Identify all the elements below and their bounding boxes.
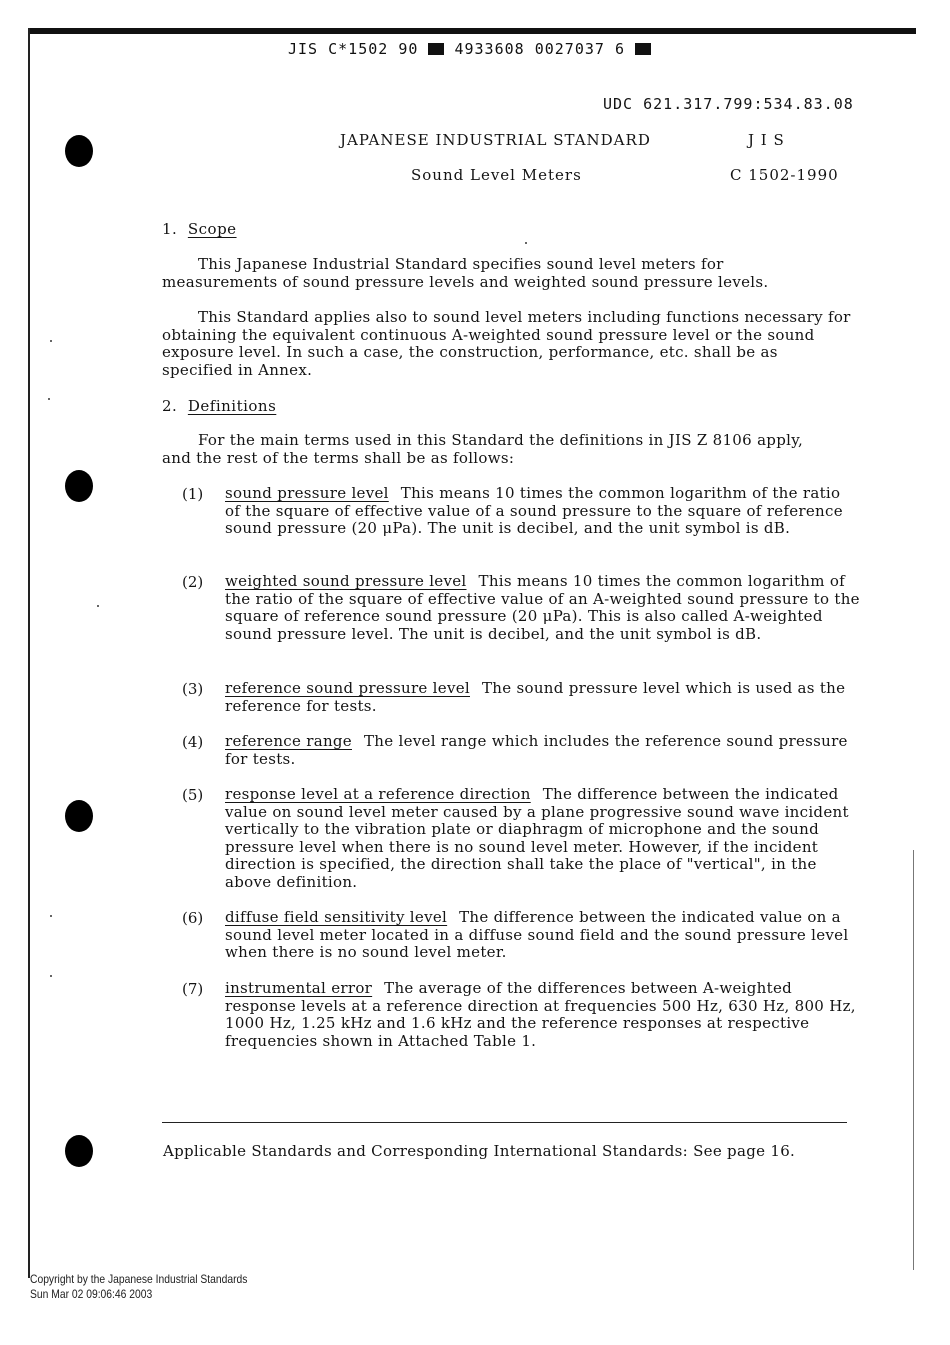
scan-speck (48, 398, 50, 400)
section-1-number: 1. (162, 220, 178, 238)
section-2-heading (162, 397, 276, 415)
definition-6-number: (6) (182, 909, 204, 927)
black-square-mark (635, 43, 651, 55)
definition-3-number: (3) (182, 680, 204, 698)
scan-code-left: JIS C*1502 90 (288, 40, 419, 58)
udc-number: UDC 621.317.799:534.83.08 (603, 95, 854, 113)
copyright-timestamp: Sun Mar 02 09:06:46 2003 (30, 1286, 153, 1301)
section-1-heading (162, 220, 237, 238)
scope-paragraph-2: This Standard applies also to sound level meters including functions necessary for obtaining the equivalent continuous A-weighted sound pressure level or the sound exposure level. In such a case, the construction, performance, etc. shall be as specified in Annex. (162, 308, 851, 379)
document-title: Sound Level Meters (411, 166, 582, 184)
definition-6 (225, 909, 860, 962)
definition-4-term: reference range (225, 732, 352, 750)
document-number: C 1502-1990 (730, 166, 839, 184)
binder-hole-1 (65, 135, 93, 167)
footnote-applicable-standards: Applicable Standards and Corresponding International Standards: See page 16. (163, 1142, 796, 1160)
definition-5 (225, 786, 860, 892)
jis-label: J I S (748, 131, 785, 149)
definition-7-term: instrumental error (225, 979, 373, 997)
definition-5-number: (5) (182, 786, 204, 804)
binder-hole-3 (65, 800, 93, 832)
definition-7 (225, 980, 860, 1050)
section-1-title: Scope (187, 220, 237, 238)
scan-speck (50, 340, 52, 342)
copyright-stamp (30, 1272, 247, 1301)
binder-hole-4 (65, 1135, 93, 1167)
scan-speck (50, 975, 52, 977)
binder-hole-2 (65, 470, 93, 502)
definitions-intro: For the main terms used in this Standard the definitions in JIS Z 8106 apply, and the rest of the terms shall be as follows: (162, 431, 804, 467)
definition-1-term: sound pressure level (225, 484, 389, 502)
definition-4-text: The level range which includes the reference sound pressure for tests. (225, 732, 848, 768)
scope-paragraph-1: This Japanese Industrial Standard specifies sound level meters for measurements of sound pressure levels and weighted sound pressure levels. (162, 255, 769, 291)
definition-5-term: response level at a reference direction (225, 785, 531, 803)
black-square-mark (428, 43, 444, 55)
definition-7-number: (7) (182, 980, 204, 998)
right-scan-border (913, 850, 914, 1270)
definition-7-text: The average of the differences between A-weighted response levels at a reference direction at frequencies 500 Hz, 630 Hz, 800 Hz, 1000 Hz, 1.25 kHz and 1.6 kHz and the reference responses at respective frequencies shown in Attached Table 1. (225, 979, 856, 1050)
definition-5-text: The difference between the indicated value on sound level meter caused by a plane progressive sound wave incident vertically to the vibration plate or diaphragm of microphone and the sound pressure level when there is no sound level meter. However, if the incident direction is specified, the direction shall take the place of "vertical", in the above definition. (225, 785, 849, 891)
scan-speck (50, 915, 52, 917)
copyright-line: Copyright by the Japanese Industrial Standards (30, 1272, 248, 1286)
section-2-title: Definitions (187, 397, 277, 415)
scan-code-line (288, 40, 651, 58)
definition-3-text: The sound pressure level which is used as the reference for tests. (225, 679, 846, 715)
definition-1-text: This means 10 times the common logarithm of the ratio of the square of effective value of a sound pressure to the square of reference sound pressure (20 μPa). The unit is decibel, and the unit symbol is dB. (225, 484, 843, 538)
section-2-number: 2. (162, 397, 178, 415)
definition-2-text: This means 10 times the common logarithm of the ratio of the square of effective value of an A-weighted sound pressure to the square of reference sound pressure (20 μPa). This is also called A-weighted sound pressure level. The unit is decibel, and the unit symbol is dB. (225, 572, 860, 643)
definition-4-number: (4) (182, 733, 204, 751)
left-scan-border (28, 28, 30, 1278)
top-scan-border (30, 28, 916, 34)
scan-code-mid: 4933608 0027037 6 (454, 40, 625, 58)
definition-1 (225, 485, 860, 538)
definition-1-number: (1) (182, 485, 204, 503)
scan-speck (525, 242, 527, 244)
scan-speck (97, 605, 99, 607)
definition-2-term: weighted sound pressure level (225, 572, 467, 590)
definition-3-term: reference sound pressure level (225, 679, 470, 697)
footnote-divider (162, 1122, 847, 1123)
standard-title: JAPANESE INDUSTRIAL STANDARD (340, 131, 651, 149)
definition-3 (225, 680, 860, 715)
definition-4 (225, 733, 860, 768)
definition-2 (225, 573, 860, 643)
definition-6-text: The difference between the indicated value on a sound level meter located in a diffuse sound field and the sound pressure level when there is no sound level meter. (225, 908, 849, 962)
definition-6-term: diffuse field sensitivity level (225, 908, 448, 926)
definition-2-number: (2) (182, 573, 204, 591)
